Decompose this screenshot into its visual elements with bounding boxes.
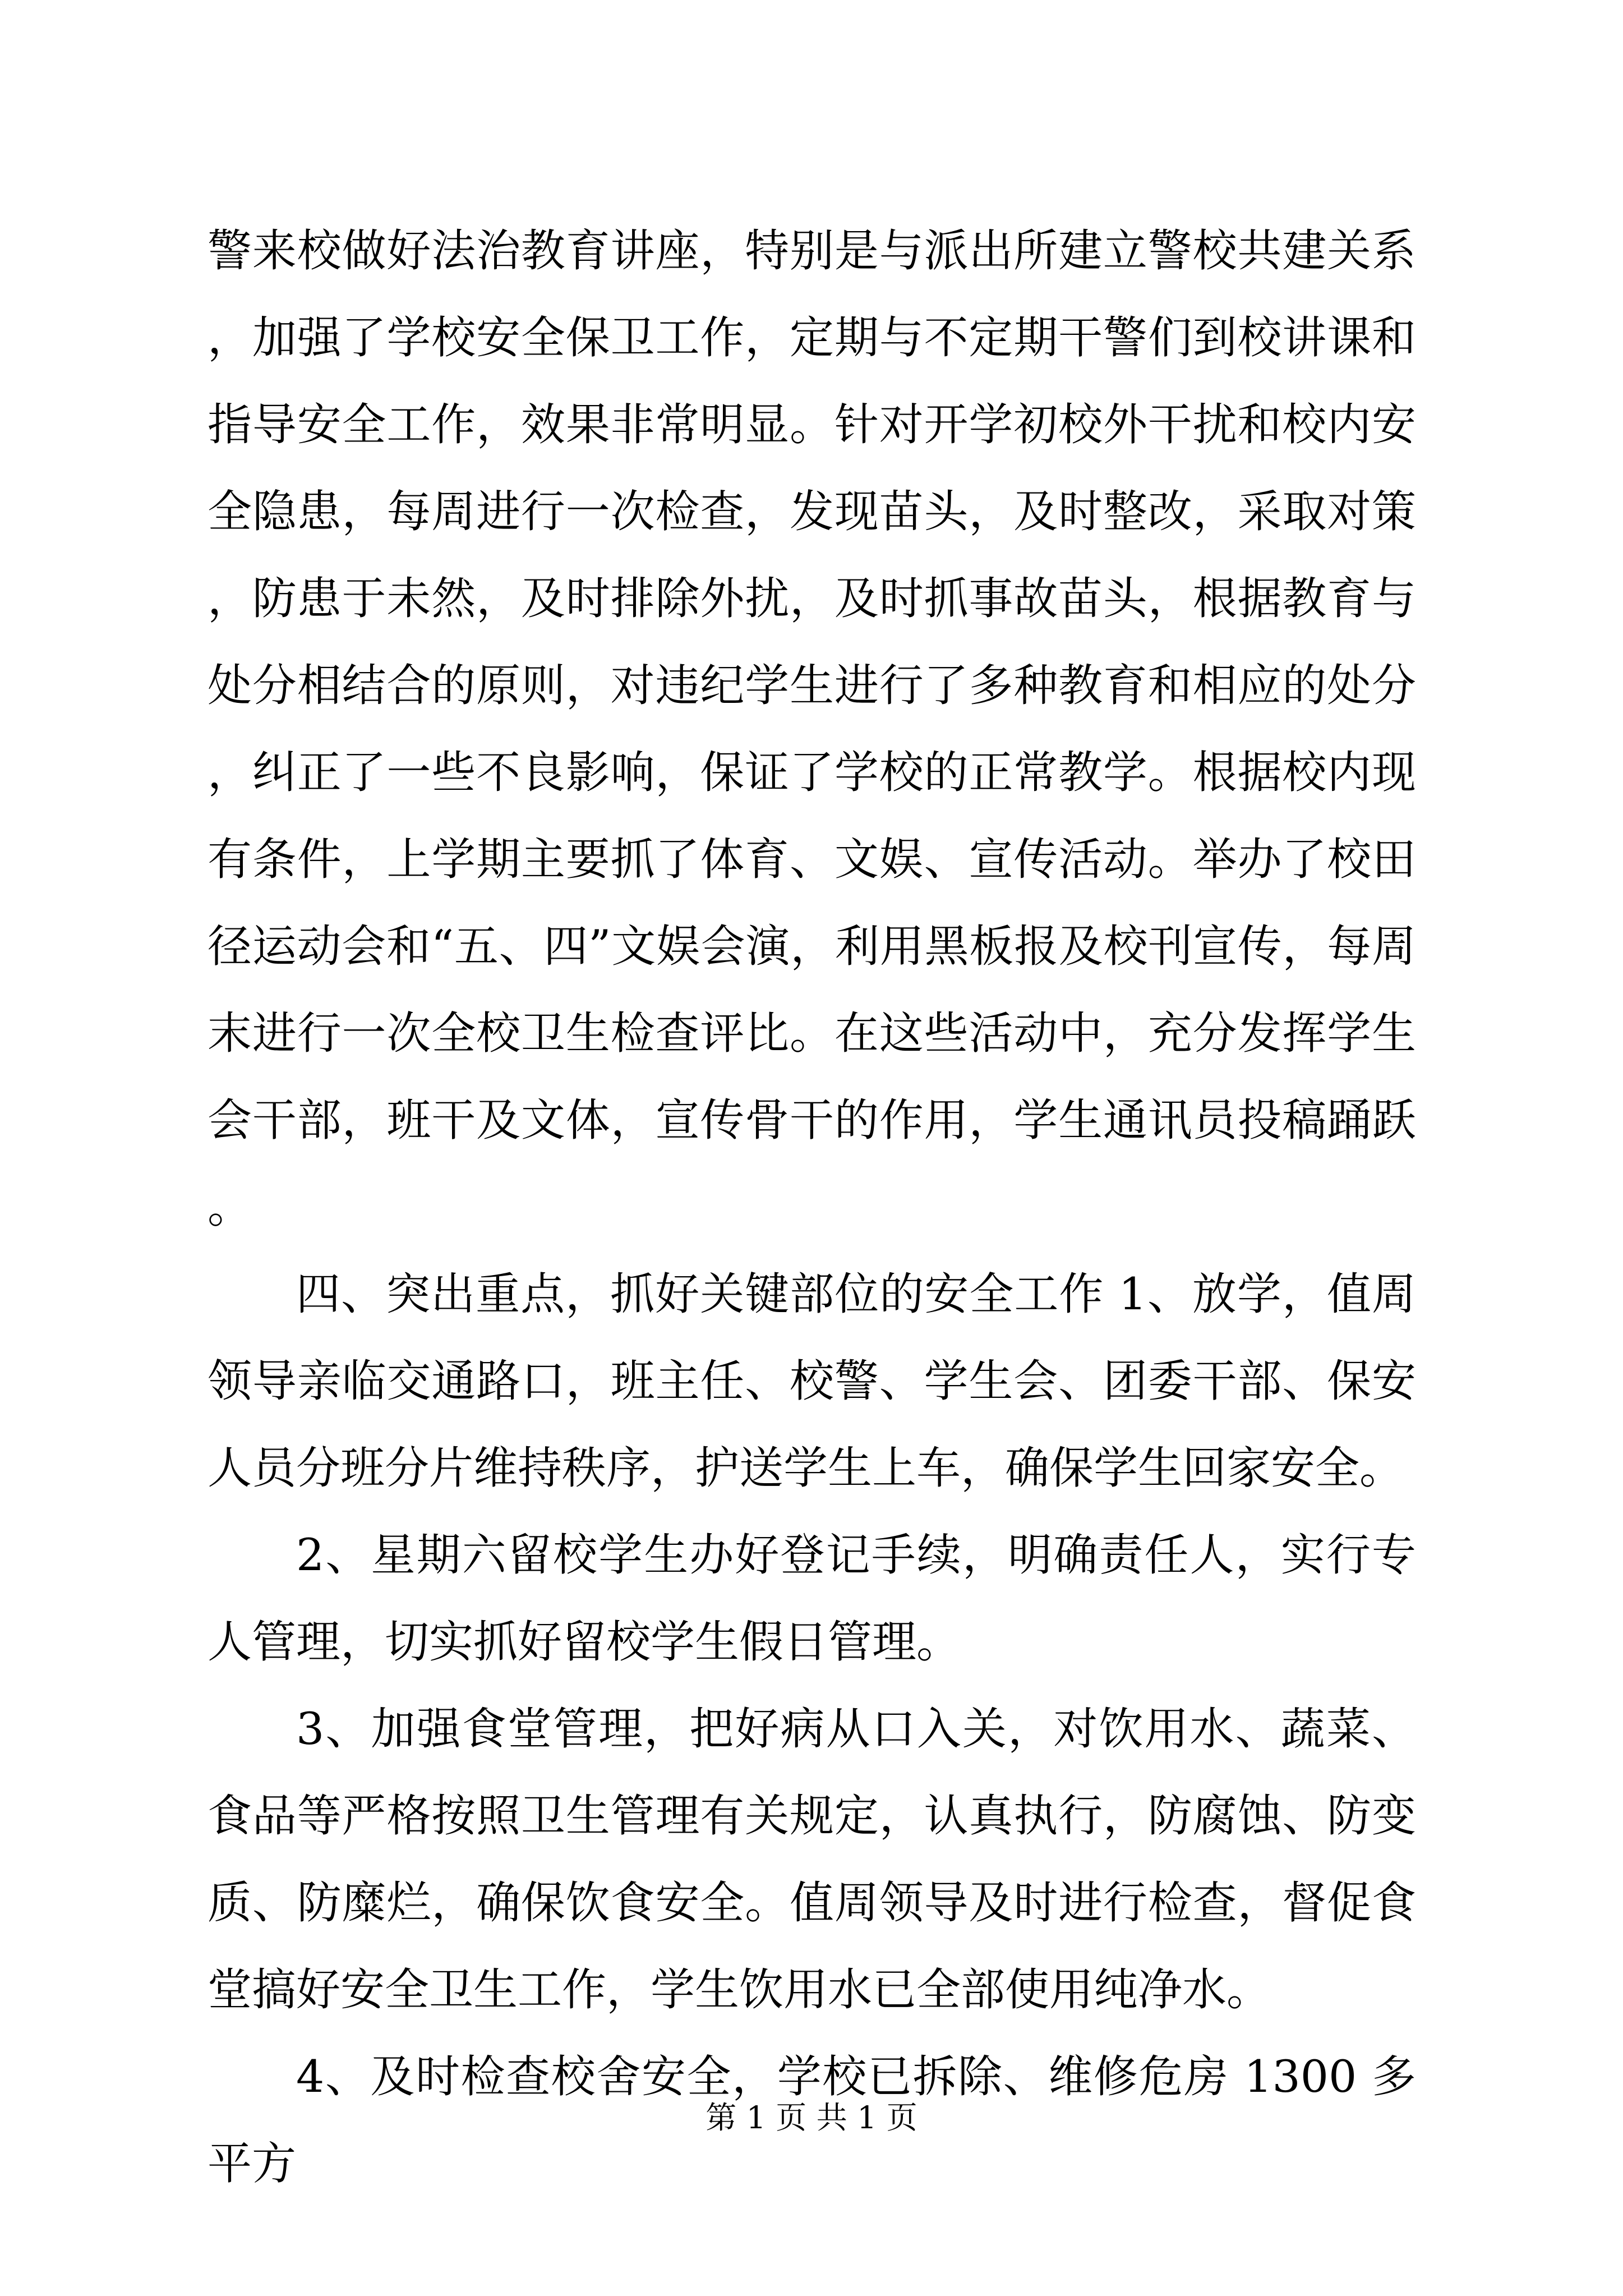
document-body	[208, 208, 1416, 2207]
paragraph-continuation: 警来校做好法治教育讲座，特别是与派出所建立警校共建关系，加强了学校安全保卫工作，定期与不定期干警们到校讲课和指导安全工作，效果非常明显。针对开学初校外干扰和校内安全隐患，每周进行一次检查，发现苗头，及时整改，采取对策，防患于未然，及时排除外扰，及时抓事故苗头，根据教育与处分相结合的原则，对违纪学生进行了多种教育和相应的处分，纠正了一些不良影响，保证了学校的正常教学。根据校内现有条件，上学期主要抓了体育、文娱、宣传活动。举办了校田径运动会和“五、四”文娱会演，利用黑板报及校刊宣传，每周末进行一次全校卫生检查评比。在这些活动中，充分发挥学生会干部，班干及文体，宣传骨干的作用，学生通讯员投稿踊跃。	[208, 225, 1416, 1233]
paragraph-item-three: 3、加强食堂管理，把好病从口入关，对饮用水、蔬菜、食品等严格按照卫生管理有关规定，认真执行，防腐蚀、防变质、防糜烂，确保饮食安全。值周领导及时进行检查，督促食堂搞好安全卫生工作，学生饮用水已全部使用纯净水。	[208, 1703, 1416, 2016]
paragraph-item-four: 4、及时检查校舍安全，学校已拆除、维修危房 1300 多平方	[208, 2051, 1416, 2189]
paragraph-section-four: 四、突出重点，抓好关键部位的安全工作 1、放学，值周领导亲临交通路口，班主任、校警、学生会、团委干部、保安人员分班分片维持秩序，护送学生上车，确保学生回家安全。	[208, 1268, 1416, 1494]
page-number-footer: 第 1 页 共 1 页	[706, 2100, 917, 2136]
paragraph-item-two: 2、星期六留校学生办好登记手续，明确责任人，实行专人管理，切实抓好留校学生假日管理。	[208, 1529, 1416, 1668]
